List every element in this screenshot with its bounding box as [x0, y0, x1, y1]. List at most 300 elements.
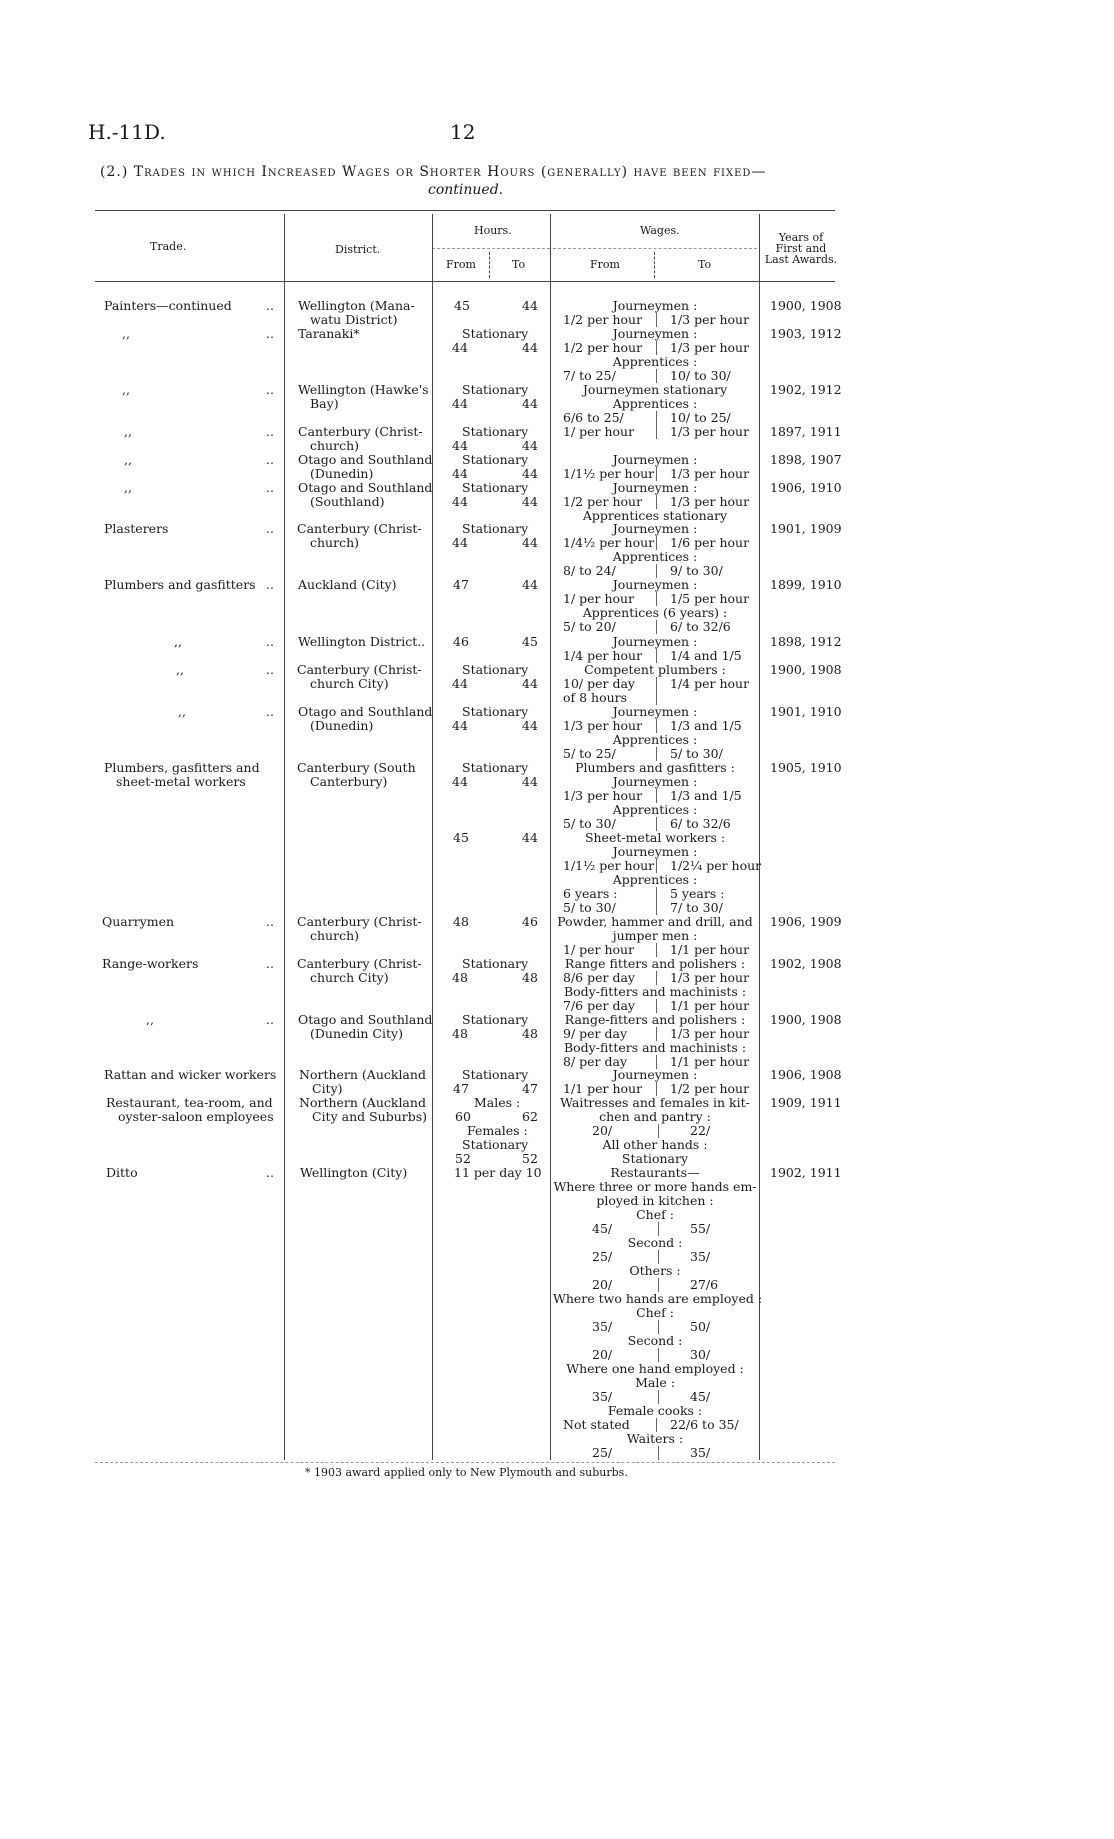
hours-value: 44	[452, 535, 468, 550]
wages-from-value: 1/1 per hour	[563, 1081, 643, 1096]
leader-dots: ..	[266, 480, 274, 495]
wages-text: Apprentices :	[612, 396, 698, 411]
wages-text: Range fitters and polishers :	[564, 956, 746, 971]
hours-value: 44	[522, 340, 538, 355]
hours-value: 44	[452, 676, 468, 691]
leader-dots: ..	[266, 914, 274, 929]
bracket-bar	[656, 341, 657, 355]
district-label: Wellington (Hawke's	[298, 382, 429, 397]
wages-from-value: 1/3 per hour	[563, 718, 643, 733]
wages-to-value: 1/2¼ per hour	[670, 858, 762, 873]
header-bottom-rule	[95, 281, 835, 282]
leader-dots: ..	[266, 577, 274, 592]
bracket-bar	[658, 1250, 659, 1264]
district-label: (Dunedin City)	[310, 1026, 403, 1041]
wages-text: Journeymen :	[612, 577, 698, 592]
wages-from-value: 1/4 per hour	[563, 648, 643, 663]
ditto-mark: ,,	[124, 452, 132, 467]
award-years: 1902, 1912	[770, 382, 842, 397]
wages-text: Waitresses and females in kit-	[560, 1095, 750, 1110]
bracket-bar	[656, 817, 657, 831]
hours-value: 48	[453, 914, 469, 929]
wages-text: Powder, hammer and drill, and	[557, 914, 753, 929]
wages-to-value: 35/	[690, 1249, 711, 1264]
wages-text: Apprentices stationary	[582, 508, 728, 523]
wages-to-value: 1/4 per hour	[670, 676, 750, 691]
column-header-years: Last Awards.	[764, 253, 838, 266]
wages-to-value: 9/ to 30/	[670, 563, 723, 578]
bracket-bar	[656, 467, 657, 481]
trade-label: Painters—continued	[104, 298, 232, 313]
hours-value: Stationary	[462, 1012, 529, 1027]
trade-label: Restaurant, tea-room, and	[106, 1095, 273, 1110]
award-years: 1906, 1909	[770, 914, 842, 929]
hours-value: Stationary	[462, 424, 529, 439]
bracket-bar	[658, 1446, 659, 1460]
wages-to-value: 1/1 per hour	[670, 998, 750, 1013]
hours-value: 44	[522, 298, 538, 313]
wages-text: Female cooks :	[607, 1403, 703, 1418]
bracket-bar	[656, 495, 657, 509]
hours-value: 44	[452, 466, 468, 481]
wages-to-value: 1/3 per hour	[670, 1026, 750, 1041]
column-divider	[550, 214, 551, 1460]
district-label: church)	[310, 438, 360, 453]
hours-value: Stationary	[462, 956, 529, 971]
bracket-bar	[656, 536, 657, 550]
wages-text: Chef :	[636, 1207, 674, 1222]
hours-value: 62	[522, 1109, 538, 1124]
district-label: church City)	[310, 676, 389, 691]
wages-from-value: 8/6 per day	[563, 970, 635, 985]
bracket-bar	[656, 901, 657, 915]
wages-from-value: 5/ to 30/	[563, 816, 616, 831]
bracket-bar	[658, 1348, 659, 1362]
leader-dots: ..	[266, 956, 274, 971]
column-header-hours-from: From	[446, 258, 476, 271]
bracket-bar	[658, 1222, 659, 1236]
wages-to-value: 1/6 per hour	[670, 535, 750, 550]
wages-from-value: 10/ per day	[563, 676, 635, 691]
district-label: Canterbury (Christ-	[297, 662, 422, 677]
hours-value: 48	[452, 970, 468, 985]
trade-label: Rattan and wicker workers	[104, 1067, 277, 1082]
award-years: 1900, 1908	[770, 298, 842, 313]
award-years: 1900, 1908	[770, 662, 842, 677]
district-label: church)	[310, 928, 360, 943]
hours-value: 45	[454, 298, 470, 313]
leader-dots: ..	[266, 1012, 274, 1027]
ditto-mark: ,,	[122, 382, 130, 397]
wages-from-value: 8/ to 24/	[563, 563, 616, 578]
district-label: Otago and Southland	[298, 452, 433, 467]
award-years: 1898, 1907	[770, 452, 842, 467]
ditto-mark: ,,	[122, 326, 130, 341]
wages-to-value: 1/3 and 1/5	[670, 788, 742, 803]
wages-to-value: 1/1 per hour	[670, 942, 750, 957]
wages-text: chen and pantry :	[599, 1109, 711, 1124]
wages-to-value: 22/	[690, 1123, 711, 1138]
wages-text: Journeymen :	[612, 480, 698, 495]
district-label: Canterbury (Christ-	[298, 424, 423, 439]
wages-from-value: 20/	[592, 1277, 613, 1292]
column-divider	[432, 214, 433, 1460]
leader-dots: ..	[266, 704, 274, 719]
bracket-bar	[656, 943, 657, 957]
award-years: 1909, 1911	[770, 1095, 842, 1110]
trade-label: Range-workers	[102, 956, 199, 971]
wages-text: Journeymen stationary	[582, 382, 728, 397]
district-label: Otago and Southland	[298, 1012, 433, 1027]
wages-text: Stationary	[621, 1151, 689, 1166]
award-years: 1899, 1910	[770, 577, 842, 592]
wages-to-value: 7/ to 30/	[670, 900, 723, 915]
bracket-bar	[656, 1027, 657, 1041]
hours-value: 44	[522, 577, 538, 592]
bracket-bar	[656, 649, 657, 663]
award-years: 1906, 1910	[770, 480, 842, 495]
wages-to-value: 50/	[690, 1319, 711, 1334]
hours-value: 44	[452, 718, 468, 733]
wages-text: Sheet-metal workers :	[584, 830, 726, 845]
hours-value: 48	[522, 1026, 538, 1041]
bracket-bar	[656, 971, 657, 985]
footnote: * 1903 award applied only to New Plymouth and suburbs.	[305, 1466, 628, 1479]
wages-to-value: 10/ to 30/	[670, 368, 731, 383]
bracket-bar	[658, 1390, 659, 1404]
leader-dots: ..	[266, 424, 274, 439]
hours-value: 44	[522, 718, 538, 733]
column-header-wages: Wages.	[640, 224, 680, 237]
wages-text: jumper men :	[612, 928, 698, 943]
district-label: (Southland)	[310, 494, 385, 509]
bracket-bar	[656, 677, 657, 691]
leader-dots: ..	[266, 521, 274, 536]
wages-to-value: 1/3 per hour	[670, 312, 750, 327]
column-header-years: Years of	[778, 231, 824, 244]
wages-text: Journeymen :	[612, 634, 698, 649]
district-label: City)	[312, 1081, 343, 1096]
bracket-bar	[656, 691, 657, 705]
wages-from-value: 35/	[592, 1389, 613, 1404]
wages-from-value: Not stated	[563, 1417, 630, 1432]
hours-value: 46	[522, 914, 538, 929]
bracket-bar	[656, 620, 657, 634]
district-label: church)	[310, 535, 360, 550]
district-label: (Dunedin)	[310, 718, 374, 733]
leader-dots: ..	[266, 452, 274, 467]
wages-to-value: 45/	[690, 1389, 711, 1404]
wages-to-value: 1/3 per hour	[670, 970, 750, 985]
leader-dots: ..	[266, 662, 274, 677]
trade-label: Plumbers, gasfitters and	[104, 760, 260, 775]
wages-from-value: 6/6 to 25/	[563, 410, 624, 425]
hours-value: 44	[522, 774, 538, 789]
wages-from-value: 1/ per hour	[563, 591, 635, 606]
ditto-mark: ,,	[124, 480, 132, 495]
bracket-bar	[656, 369, 657, 383]
district-label: Bay)	[310, 396, 339, 411]
leader-dots: ..	[266, 382, 274, 397]
hours-value: Stationary	[462, 521, 529, 536]
hours-value: 44	[522, 494, 538, 509]
wages-text: Where one hand employed :	[566, 1361, 744, 1376]
wages-text: Journeymen :	[612, 844, 698, 859]
wages-to-value: 1/3 per hour	[670, 466, 750, 481]
wages-from-value: 1/2 per hour	[563, 494, 643, 509]
district-label: (Dunedin)	[310, 466, 374, 481]
trade-label: Ditto	[106, 1165, 138, 1180]
wages-to-value: 1/5 per hour	[670, 591, 750, 606]
ditto-mark: ,,	[146, 1012, 154, 1027]
wages-from-value: of 8 hours	[563, 690, 628, 705]
hours-value: 47	[453, 1081, 469, 1096]
hours-subheader-rule	[432, 248, 550, 249]
page-reference: H.-11D.	[88, 120, 166, 144]
wages-text: Apprentices :	[612, 872, 698, 887]
district-label: Auckland (City)	[298, 577, 397, 592]
wages-from-value: 7/6 per day	[563, 998, 635, 1013]
hours-value: 44	[522, 830, 538, 845]
hours-value: 44	[452, 494, 468, 509]
column-header-wages-from: From	[590, 258, 620, 271]
district-label: Wellington (Mana-	[298, 298, 415, 313]
wages-to-value: 1/4 and 1/5	[670, 648, 742, 663]
wages-to-value: 1/2 per hour	[670, 1081, 750, 1096]
column-header-years: First and	[775, 242, 827, 255]
wages-to-value: 22/6 to 35/	[670, 1417, 739, 1432]
hours-value: Stationary	[462, 1067, 529, 1082]
wages-text: Journeymen :	[612, 521, 698, 536]
wages-from-value: 8/ per day	[563, 1054, 628, 1069]
wages-from-value: 1/3 per hour	[563, 788, 643, 803]
award-years: 1901, 1909	[770, 521, 842, 536]
ditto-mark: ,,	[174, 634, 182, 649]
wages-text: ployed in kitchen :	[596, 1193, 714, 1208]
award-years: 1906, 1908	[770, 1067, 842, 1082]
wages-text: Apprentices :	[612, 549, 698, 564]
wages-text: Male :	[635, 1375, 675, 1390]
district-label: Canterbury (Christ-	[297, 521, 422, 536]
table-top-rule	[95, 210, 835, 211]
wages-text: Journeymen :	[612, 298, 698, 313]
award-years: 1900, 1908	[770, 1012, 842, 1027]
wages-text: All other hands :	[602, 1137, 708, 1152]
wages-text: Apprentices (6 years) :	[582, 605, 728, 620]
column-divider	[489, 252, 490, 278]
district-label: Northern (Auckland	[299, 1067, 426, 1082]
wages-from-value: 9/ per day	[563, 1026, 628, 1041]
wages-from-value: 5/ to 20/	[563, 619, 616, 634]
bracket-bar	[656, 411, 657, 425]
wages-from-value: 1/ per hour	[563, 942, 635, 957]
bracket-bar	[656, 1082, 657, 1096]
hours-value: 44	[452, 438, 468, 453]
wages-to-value: 5 years :	[670, 886, 725, 901]
hours-value: 44	[452, 396, 468, 411]
bracket-bar	[658, 1320, 659, 1334]
wages-text: Where two hands are employed :	[553, 1291, 763, 1306]
wages-from-value: 7/ to 25/	[563, 368, 616, 383]
award-years: 1902, 1908	[770, 956, 842, 971]
column-header-hours: Hours.	[474, 224, 512, 237]
table-title-continued: continued.	[428, 182, 504, 198]
leader-dots: ..	[266, 634, 274, 649]
wages-text: Chef :	[636, 1305, 674, 1320]
wages-to-value: 6/ to 32/6	[670, 619, 731, 634]
wages-from-value: 1/1½ per hour	[563, 858, 655, 873]
leader-dots: ..	[266, 298, 274, 313]
wages-to-value: 35/	[690, 1445, 711, 1460]
wages-from-value: 1/ per hour	[563, 424, 635, 439]
wages-from-value: 20/	[592, 1347, 613, 1362]
wages-from-value: 1/2 per hour	[563, 340, 643, 355]
district-label: Taranaki*	[298, 326, 360, 341]
wages-text: Competent plumbers :	[584, 662, 726, 677]
hours-value: Stationary	[462, 452, 529, 467]
wages-text: Journeymen :	[612, 1067, 698, 1082]
hours-value: 11 per day 10	[454, 1165, 542, 1180]
page-number: 12	[450, 120, 476, 144]
hours-value: 44	[522, 676, 538, 691]
district-label: Wellington (City)	[300, 1165, 408, 1180]
award-years: 1901, 1910	[770, 704, 842, 719]
wages-subheader-rule	[553, 248, 757, 249]
wages-text: Journeymen :	[612, 704, 698, 719]
hours-value: 52	[522, 1151, 538, 1166]
hours-value: Stationary	[462, 704, 529, 719]
wages-text: Journeymen :	[612, 774, 698, 789]
trade-label: oyster-saloon employees	[118, 1109, 274, 1124]
wages-to-value: 1/3 per hour	[670, 340, 750, 355]
trade-label: sheet-metal workers	[116, 774, 246, 789]
wages-to-value: 27/6	[690, 1277, 719, 1292]
wages-from-value: 35/	[592, 1319, 613, 1334]
wages-text: Waiters :	[626, 1431, 684, 1446]
wages-to-value: 5/ to 30/	[670, 746, 723, 761]
wages-to-value: 1/1 per hour	[670, 1054, 750, 1069]
award-years: 1905, 1910	[770, 760, 842, 775]
column-header-trade: Trade.	[150, 240, 187, 253]
wages-from-value: 5/ to 30/	[563, 900, 616, 915]
hours-value: 46	[453, 634, 469, 649]
bracket-bar	[656, 1055, 657, 1069]
leader-dots: ..	[266, 1165, 274, 1180]
wages-from-value: 20/	[592, 1123, 613, 1138]
district-label: Canterbury (South	[297, 760, 416, 775]
district-label: Wellington District..	[298, 634, 426, 649]
bracket-bar	[658, 1124, 659, 1138]
leader-dots: ..	[266, 326, 274, 341]
wages-text: Journeymen :	[612, 452, 698, 467]
hours-value: 44	[452, 774, 468, 789]
bracket-bar	[656, 1418, 657, 1432]
wages-to-value: 1/3 per hour	[670, 424, 750, 439]
hours-value: Stationary	[462, 662, 529, 677]
wages-to-value: 1/3 and 1/5	[670, 718, 742, 733]
wages-text: Second :	[627, 1333, 683, 1348]
district-label: Canterbury (Christ-	[297, 914, 422, 929]
award-years: 1903, 1912	[770, 326, 842, 341]
bracket-bar	[656, 592, 657, 606]
hours-value: 48	[522, 970, 538, 985]
hours-value: Females :	[467, 1123, 528, 1138]
column-header-district: District.	[335, 243, 381, 256]
wages-to-value: 10/ to 25/	[670, 410, 731, 425]
bracket-bar	[656, 859, 657, 873]
district-label: watu District)	[310, 312, 398, 327]
wages-text: Others :	[629, 1263, 681, 1278]
district-label: church City)	[310, 970, 389, 985]
bracket-bar	[656, 999, 657, 1013]
trade-label: Plumbers and gasfitters	[104, 577, 256, 592]
wages-to-value: 55/	[690, 1221, 711, 1236]
hours-value: 48	[452, 1026, 468, 1041]
wages-from-value: 6 years :	[563, 886, 618, 901]
wages-text: Body-fitters and machinists :	[563, 984, 747, 999]
table-bottom-rule	[95, 1462, 835, 1463]
hours-value: Stationary	[462, 760, 529, 775]
column-header-wages-to: To	[698, 258, 712, 271]
wages-from-value: 5/ to 25/	[563, 746, 616, 761]
hours-value: Stationary	[462, 382, 529, 397]
hours-value: 44	[522, 535, 538, 550]
table-title: (2.) Trades in which Increased Wages or Shorter Hours (generally) have been fixed—	[100, 164, 767, 180]
district-label: Northern (Auckland	[299, 1095, 426, 1110]
hours-value: 44	[522, 466, 538, 481]
award-years: 1898, 1912	[770, 634, 842, 649]
wages-text: Apprentices :	[612, 802, 698, 817]
wages-text: Journeymen :	[612, 326, 698, 341]
wages-text: Apprentices :	[612, 732, 698, 747]
hours-value: 45	[522, 634, 538, 649]
ditto-mark: ,,	[176, 662, 184, 677]
hours-value: 44	[452, 340, 468, 355]
bracket-bar	[658, 1278, 659, 1292]
district-label: Canterbury (Christ-	[297, 956, 422, 971]
wages-from-value: 1/2 per hour	[563, 312, 643, 327]
hours-value: Stationary	[462, 326, 529, 341]
wages-text: Range-fitters and polishers :	[564, 1012, 746, 1027]
wages-text: Second :	[627, 1235, 683, 1250]
bracket-bar	[656, 313, 657, 327]
wages-text: Apprentices :	[612, 354, 698, 369]
wages-to-value: 1/3 per hour	[670, 494, 750, 509]
trade-label: Plasterers	[104, 521, 169, 536]
hours-value: Stationary	[462, 1137, 529, 1152]
hours-value: 44	[522, 396, 538, 411]
district-label: Otago and Southland	[298, 480, 433, 495]
hours-value: 45	[453, 830, 469, 845]
column-header-hours-to: To	[512, 258, 526, 271]
wages-from-value: 45/	[592, 1221, 613, 1236]
column-divider	[759, 214, 760, 1460]
hours-value: 47	[453, 577, 469, 592]
hours-value: Stationary	[462, 480, 529, 495]
district-label: Canterbury)	[310, 774, 388, 789]
column-divider	[654, 252, 655, 278]
wages-text: Restaurants—	[610, 1165, 700, 1180]
award-years: 1902, 1911	[770, 1165, 842, 1180]
trade-label: Quarrymen	[102, 914, 175, 929]
wages-from-value: 1/1½ per hour	[563, 466, 655, 481]
hours-value: 44	[522, 438, 538, 453]
wages-text: Where three or more hands em-	[553, 1179, 757, 1194]
ditto-mark: ,,	[178, 704, 186, 719]
wages-to-value: 6/ to 32/6	[670, 816, 731, 831]
bracket-bar	[656, 719, 657, 733]
ditto-mark: ,,	[124, 424, 132, 439]
